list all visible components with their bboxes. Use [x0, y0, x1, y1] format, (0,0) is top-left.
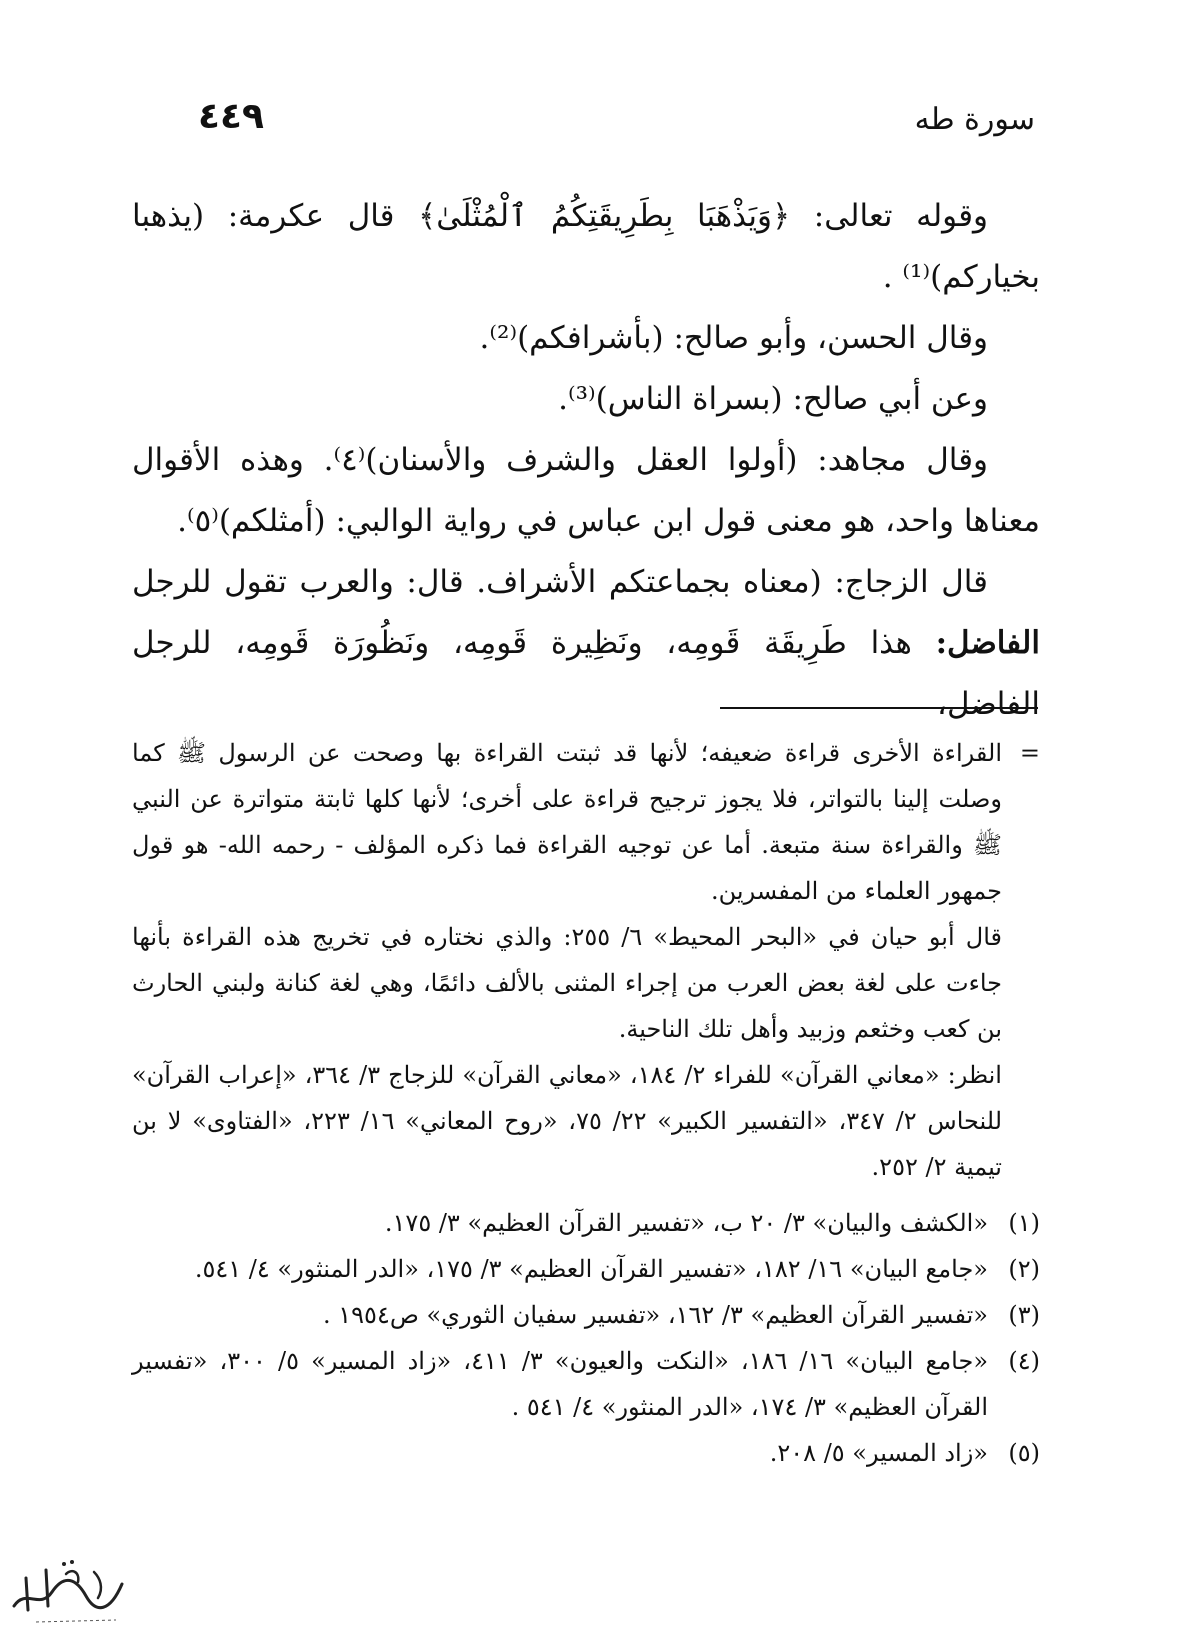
continued-note-1: القراءة الأخرى قراءة ضعيفه؛ لأنها قد ثبتت القراءة بها وصحت عن الرسول ﷺ كما وصلت إلينا بالتواتر، فلا يجوز ترجيح قراءة على أخرى؛ لأنها كلها ثابتة متواترة عن النبي ﷺ والقراءة سنة متبعة. أما عن توجيه القراءة فما ذكره المؤلف - رحمه الله- هو قول جمهور العلماء من المفسرين. — [132, 739, 1003, 905]
main-text — [132, 186, 1040, 735]
page-number: ٤٤٩ — [198, 96, 264, 137]
footnote-3 — [132, 1292, 1040, 1338]
footnote-2 — [132, 1246, 1040, 1292]
continued-note-3: انظر: «معاني القرآن» للفراء ٢/ ١٨٤، «معاني القرآن» للزجاج ٣/ ٣٦٤، «إعراب القرآن» للنحاس ٢/ ٣٤٧، «التفسير الكبير» ٢٢/ ٧٥، «روح المعاني» ١٦/ ٢٢٣، «الفتاوى» لا بن تيمية ٢/ ٢٥٢. — [132, 1061, 1003, 1181]
footnote-text: «الكشف والبيان» ٣/ ٢٠ ب، «تفسير القرآن العظيم» ٣/ ١٧٥. — [384, 1209, 988, 1237]
footnote-5 — [132, 1430, 1040, 1476]
page-header — [198, 96, 1035, 156]
continued-note-2: قال أبو حيان في «البحر المحيط» ٦/ ٢٥٥: والذي نختاره في تخريج هذه القراءة بأنها جاءت على لغة بعض العرب من إجراء المثنى بالألف دائمًا، وهي لغة كنانة ولبني الحارث بن كعب وخثعم وزبيد وأهل تلك الناحية. — [132, 923, 1002, 1043]
footnotes-section — [132, 730, 1040, 1476]
footnote-4 — [132, 1338, 1040, 1430]
footnote-number: (١) — [1008, 1209, 1040, 1237]
footnote-1 — [132, 1200, 1040, 1246]
paragraph-5-part-a: قال الزجاج: (معناه بجماعتكم الأشراف. قال: والعرب تقول للرجل — [132, 564, 988, 600]
paragraph-4: وقال مجاهد: (أولوا العقل والشرف والأسنان)⁽٤⁾. وهذه الأقوال معناها واحد، هو معنى قول ابن عباس في رواية الوالبي: (أمثلكم)⁽٥⁾. — [132, 442, 1040, 539]
footnote-text: «زاد المسير» ٥/ ٢٠٨. — [769, 1439, 988, 1467]
paragraph-1: وقوله تعالى: ﴿وَيَذْهَبَا بِطَرِيقَتِكُمُ ٱلْمُثْلَىٰ﴾ قال عكرمة: (يذهبا بخياركم)⁽¹⁾ . — [132, 198, 1040, 295]
publisher-logo-stamp — [6, 1548, 130, 1632]
paragraph-5-part-c: هذا طَرِيقَة قَومِه، ونَظِيرة قَومِه، ونَظُورَة قَومِه، للرجل الفاضل، — [132, 625, 1040, 722]
footnote-number: (٤) — [1008, 1347, 1040, 1375]
footnote-number: (٣) — [1008, 1301, 1040, 1329]
footnote-number: (٥) — [1008, 1439, 1040, 1467]
surah-title: سورة طه — [914, 102, 1035, 137]
continued-footnote — [132, 730, 1040, 1190]
paragraph-5-bold-word: الفاضل: — [935, 625, 1040, 661]
footnote-text: «جامع البيان» ١٦/ ١٨٦، «النكت والعيون» ٣/ ٤١١، «زاد المسير» ٥/ ٣٠٠، «تفسير القرآن العظيم» ٣/ ١٧٤، «الدر المنثور» ٤/ ٥٤١ . — [132, 1347, 989, 1421]
footnote-separator — [720, 707, 1038, 709]
continuation-mark: = — [1019, 739, 1040, 767]
paragraph-2: وقال الحسن، وأبو صالح: (بأشرافكم)⁽²⁾. — [479, 320, 988, 356]
footnote-text: «جامع البيان» ١٦/ ١٨٢، «تفسير القرآن العظيم» ٣/ ١٧٥، «الدر المنثور» ٤/ ٥٤١. — [194, 1255, 988, 1283]
paragraph-3: وعن أبي صالح: (بسراة الناس)⁽³⁾. — [558, 381, 988, 417]
footnote-number: (٢) — [1008, 1255, 1040, 1283]
footnote-text: «تفسير القرآن العظيم» ٣/ ١٦٢، «تفسير سفيان الثوري» ص١٩٥٤ . — [323, 1301, 988, 1329]
